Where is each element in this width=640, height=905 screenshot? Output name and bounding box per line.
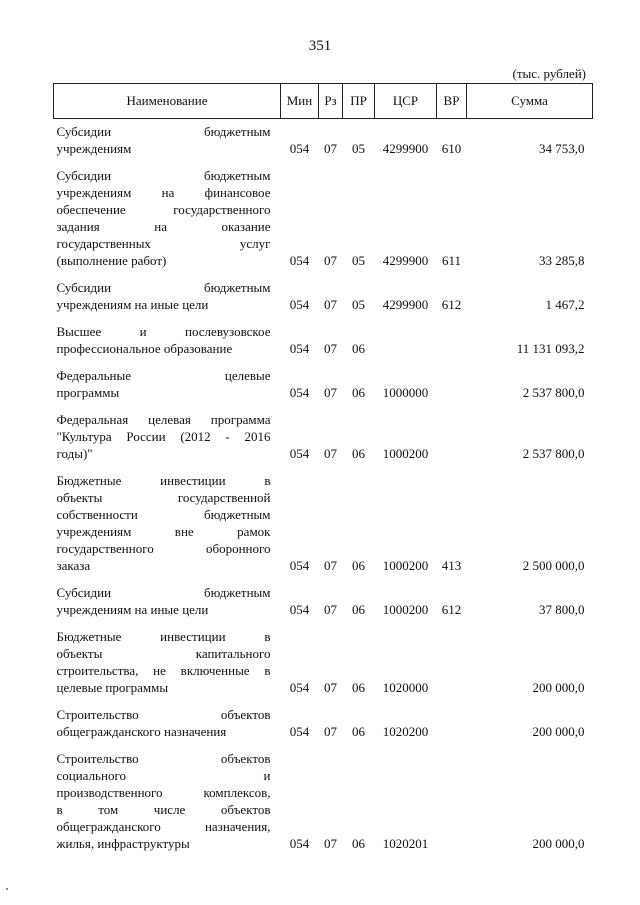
header-min: Мин xyxy=(281,84,319,119)
header-sum: Сумма xyxy=(467,84,593,119)
row-vr: 612 xyxy=(441,297,462,312)
row-name-line: жилья, инфраструктуры xyxy=(56,836,190,851)
row-csr: 1020201 xyxy=(382,836,429,851)
row-rz: 07 xyxy=(324,341,337,356)
row-name xyxy=(54,363,281,407)
row-name xyxy=(54,702,281,746)
row-csr: 1000200 xyxy=(382,602,429,617)
row-csr xyxy=(375,319,437,363)
table-row xyxy=(54,580,593,624)
table-row xyxy=(54,119,593,164)
row-name xyxy=(54,119,281,164)
row-pr: 06 xyxy=(352,724,365,739)
table-row xyxy=(54,275,593,319)
row-vr: 612 xyxy=(441,602,462,617)
row-rz: 07 xyxy=(324,602,337,617)
row-name xyxy=(54,746,281,858)
row-name-line: профессиональное образование xyxy=(56,341,233,356)
row-vr: 610 xyxy=(441,141,462,156)
row-name-line: учреждениям xyxy=(56,141,132,156)
budget-table xyxy=(53,83,593,858)
row-min: 054 xyxy=(289,602,310,617)
row-vr: 413 xyxy=(441,558,462,573)
row-rz: 07 xyxy=(324,141,337,156)
row-sum: 34 753,0 xyxy=(539,141,585,156)
row-sum: 200 000,0 xyxy=(532,836,585,851)
row-pr: 05 xyxy=(352,141,365,156)
row-csr: 1000200 xyxy=(382,446,429,461)
row-name-line: объекты государственной xyxy=(56,490,271,505)
row-name-line: строительства, не включенные в xyxy=(56,663,271,678)
row-vr xyxy=(437,624,467,702)
row-rz: 07 xyxy=(324,253,337,268)
row-min: 054 xyxy=(289,141,310,156)
row-name-line: учреждениям на иные цели xyxy=(56,602,209,617)
header-rz: Рз xyxy=(319,84,343,119)
row-name xyxy=(54,163,281,275)
row-csr: 1020200 xyxy=(382,724,429,739)
row-name-line: Федеральная целевая программа xyxy=(56,412,271,427)
row-name-line: задания на оказание xyxy=(56,219,271,234)
row-min: 054 xyxy=(289,836,310,851)
row-vr xyxy=(437,363,467,407)
row-name-line: учреждениям на финансовое xyxy=(56,185,271,200)
row-csr: 1000000 xyxy=(382,385,429,400)
row-sum: 2 537 800,0 xyxy=(522,446,585,461)
row-min: 054 xyxy=(289,446,310,461)
row-vr: 611 xyxy=(441,253,462,268)
row-csr: 1020000 xyxy=(382,680,429,695)
row-name xyxy=(54,624,281,702)
row-pr: 05 xyxy=(352,253,365,268)
row-sum: 37 800,0 xyxy=(539,602,585,617)
table-row xyxy=(54,363,593,407)
header-name: Наименование xyxy=(54,84,281,119)
row-name-line: Высшее и послевузовское xyxy=(56,324,271,339)
row-name-line: государственных услуг xyxy=(56,236,271,251)
table-row xyxy=(54,746,593,858)
row-sum: 11 131 093,2 xyxy=(516,341,585,356)
row-sum: 200 000,0 xyxy=(532,680,585,695)
row-rz: 07 xyxy=(324,385,337,400)
row-name-line: общегражданского назначения, xyxy=(56,819,271,834)
row-pr: 05 xyxy=(352,297,365,312)
row-name-line: Строительство объектов xyxy=(56,707,271,722)
row-name-line: Субсидии бюджетным xyxy=(56,280,271,295)
row-pr: 06 xyxy=(352,836,365,851)
row-pr: 06 xyxy=(352,446,365,461)
row-vr xyxy=(437,319,467,363)
table-row xyxy=(54,163,593,275)
header-csr: ЦСР xyxy=(375,84,437,119)
row-name-line: заказа xyxy=(56,558,91,573)
row-csr: 1000200 xyxy=(382,558,429,573)
table-row xyxy=(54,468,593,580)
row-name-line: учреждениям вне рамок xyxy=(56,524,271,539)
row-name-line: Федеральные целевые xyxy=(56,368,271,383)
row-sum: 200 000,0 xyxy=(532,724,585,739)
row-rz: 07 xyxy=(324,724,337,739)
row-rz: 07 xyxy=(324,297,337,312)
row-name-line: Бюджетные инвестиции в xyxy=(56,629,271,644)
units-label: (тыс. рублей) xyxy=(512,66,586,81)
row-sum: 2 500 000,0 xyxy=(522,558,585,573)
row-vr xyxy=(437,407,467,468)
row-pr: 06 xyxy=(352,341,365,356)
table-row xyxy=(54,319,593,363)
row-name-line: Субсидии бюджетным xyxy=(56,124,271,139)
row-name-line: в том числе объектов xyxy=(56,802,271,817)
row-sum: 33 285,8 xyxy=(539,253,585,268)
row-min: 054 xyxy=(289,385,310,400)
row-name xyxy=(54,468,281,580)
row-name-line: Бюджетные инвестиции в xyxy=(56,473,271,488)
row-name-line: учреждениям на иные цели xyxy=(56,297,209,312)
row-min: 054 xyxy=(289,680,310,695)
row-csr: 4299900 xyxy=(382,297,429,312)
row-vr xyxy=(437,702,467,746)
table-row xyxy=(54,702,593,746)
page-number: 351 xyxy=(308,38,332,54)
row-name-line: объекты капитального xyxy=(56,646,271,661)
row-name-line: обеспечение государственного xyxy=(56,202,271,217)
row-name-line: общегражданского назначения xyxy=(56,724,227,739)
row-name-line: социального и xyxy=(56,768,271,783)
row-name-line: программы xyxy=(56,385,120,400)
row-name-line: Строительство объектов xyxy=(56,751,271,766)
row-min: 054 xyxy=(289,253,310,268)
row-name-line: производственного комплексов, xyxy=(56,785,271,800)
row-sum: 1 467,2 xyxy=(545,297,585,312)
row-name-line: (выполнение работ) xyxy=(56,253,167,268)
row-name-line: государственного оборонного xyxy=(56,541,271,556)
row-name-line: годы)" xyxy=(56,446,93,461)
row-min: 054 xyxy=(289,724,310,739)
header-pr: ПР xyxy=(343,84,375,119)
table-row xyxy=(54,407,593,468)
row-name xyxy=(54,319,281,363)
row-rz: 07 xyxy=(324,836,337,851)
row-rz: 07 xyxy=(324,680,337,695)
row-pr: 06 xyxy=(352,385,365,400)
row-name-line: собственности бюджетным xyxy=(56,507,271,522)
row-csr: 4299900 xyxy=(382,141,429,156)
row-pr: 06 xyxy=(352,602,365,617)
row-min: 054 xyxy=(289,297,310,312)
row-sum: 2 537 800,0 xyxy=(522,385,585,400)
row-pr: 06 xyxy=(352,680,365,695)
row-csr: 4299900 xyxy=(382,253,429,268)
row-name xyxy=(54,580,281,624)
scan-speck xyxy=(6,888,8,890)
row-name-line: целевые программы xyxy=(56,680,169,695)
row-name-line: "Культура России (2012 - 2016 xyxy=(56,429,271,444)
table-header-row xyxy=(54,84,593,119)
row-rz: 07 xyxy=(324,446,337,461)
row-rz: 07 xyxy=(324,558,337,573)
table-row xyxy=(54,624,593,702)
header-vr: ВР xyxy=(437,84,467,119)
row-name-line: Субсидии бюджетным xyxy=(56,585,271,600)
row-min: 054 xyxy=(289,558,310,573)
row-name-line: Субсидии бюджетным xyxy=(56,168,271,183)
row-name xyxy=(54,275,281,319)
row-pr: 06 xyxy=(352,558,365,573)
row-name xyxy=(54,407,281,468)
row-min: 054 xyxy=(289,341,310,356)
row-vr xyxy=(437,746,467,858)
